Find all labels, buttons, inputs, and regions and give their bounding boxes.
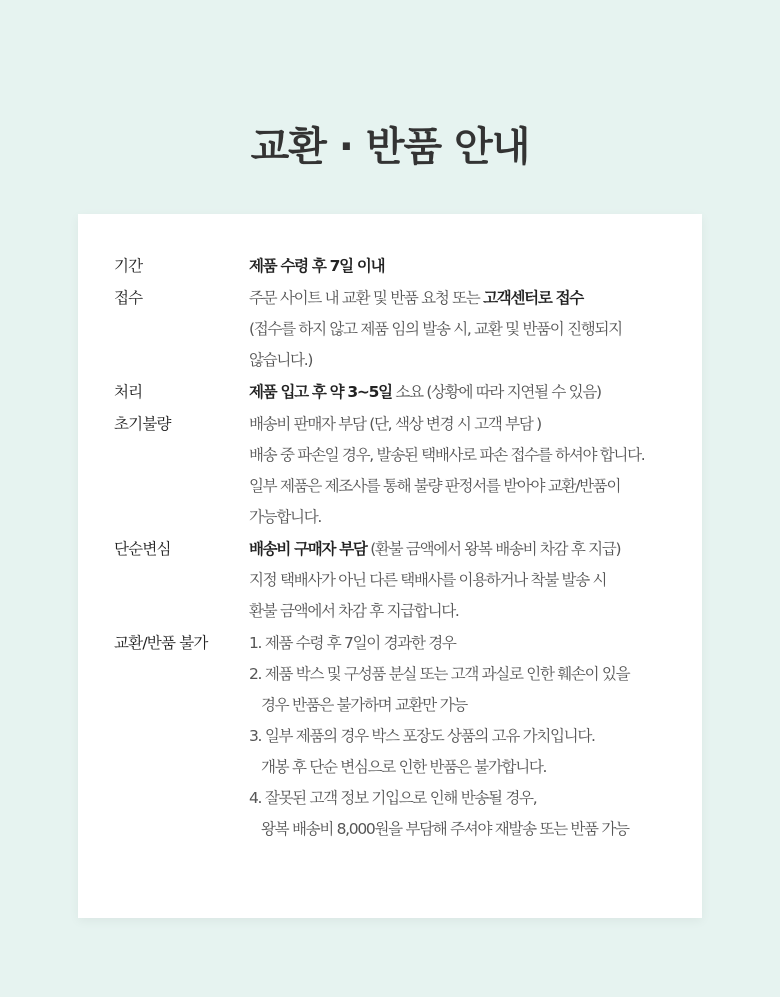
row-label: 단순변심 [114,540,171,558]
row-content [249,251,674,282]
plain-text: 주문 사이트 내 교환 및 반품 요청 또는 [249,289,484,307]
plain-text: 소요 (상황에 따라 지연될 수 있음) [391,383,601,401]
row-content [249,377,674,408]
row-processing [114,377,674,408]
row-reception [114,283,674,376]
content-line: 환불 금액에서 차감 후 지급합니다. [249,602,459,620]
content-line: 경우 반품은 불가하며 교환만 가능 [261,696,467,714]
row-not-returnable [114,628,674,845]
row-content [249,283,674,376]
content-line: 않습니다.) [249,351,313,369]
row-label: 초기불량 [114,415,171,433]
row-content [249,628,674,845]
page-title: 교환 · 반품 안내 [250,124,530,170]
content-line: 지정 택배사가 아닌 다른 택배사를 이용하거나 착불 발송 시 [249,571,607,589]
row-initial-defect [114,409,674,533]
content-line [249,534,674,565]
content-line: 2. 제품 박스 및 구성품 분실 또는 고객 과실로 인한 훼손이 있을 [249,665,630,683]
content-line: 배송비 판매자 부담 (단, 색상 변경 시 고객 부담 ) [249,415,541,433]
info-rows [114,251,674,845]
emphasis-text: 고객센터로 접수 [483,289,583,307]
row-content [249,534,674,627]
content-line: 일부 제품은 제조사를 통해 불량 판정서를 받아야 교환/반품이 [249,477,621,495]
row-content [249,409,674,533]
content-line: 개봉 후 단순 변심으로 인한 반품은 불가합니다. [261,758,547,776]
emphasis-text: 배송비 구매자 부담 [249,540,367,558]
content-line: 4. 잘못된 고객 정보 기입으로 인해 반송될 경우, [249,789,537,807]
content-line: 가능합니다. [249,508,321,526]
content-line [249,283,674,314]
plain-text: (환불 금액에서 왕복 배송비 차감 후 지급) [366,540,621,558]
content-line: 1. 제품 수령 후 7일이 경과한 경우 [249,634,456,652]
content-line [249,377,674,408]
content-line: 3. 일부 제품의 경우 박스 포장도 상품의 고유 가치입니다. [249,727,595,745]
row-change-of-mind [114,534,674,627]
emphasis-text: 제품 입고 후 약 3~5일 [249,383,392,401]
content-line [249,251,674,282]
content-line: (접수를 하지 않고 제품 임의 발송 시, 교환 및 반품이 진행되지 [249,320,622,338]
content-line: 왕복 배송비 8,000원을 부담해 주셔야 재발송 또는 반품 가능 [261,820,629,838]
row-label: 처리 [114,383,143,401]
row-label: 교환/반품 불가 [114,634,208,652]
row-label: 기간 [114,257,143,275]
row-label: 접수 [114,289,143,307]
row-period [114,251,674,282]
emphasis-text: 제품 수령 후 7일 이내 [249,257,385,275]
content-line: 배송 중 파손일 경우, 발송된 택배사로 파손 접수를 하셔야 합니다. [249,446,645,464]
